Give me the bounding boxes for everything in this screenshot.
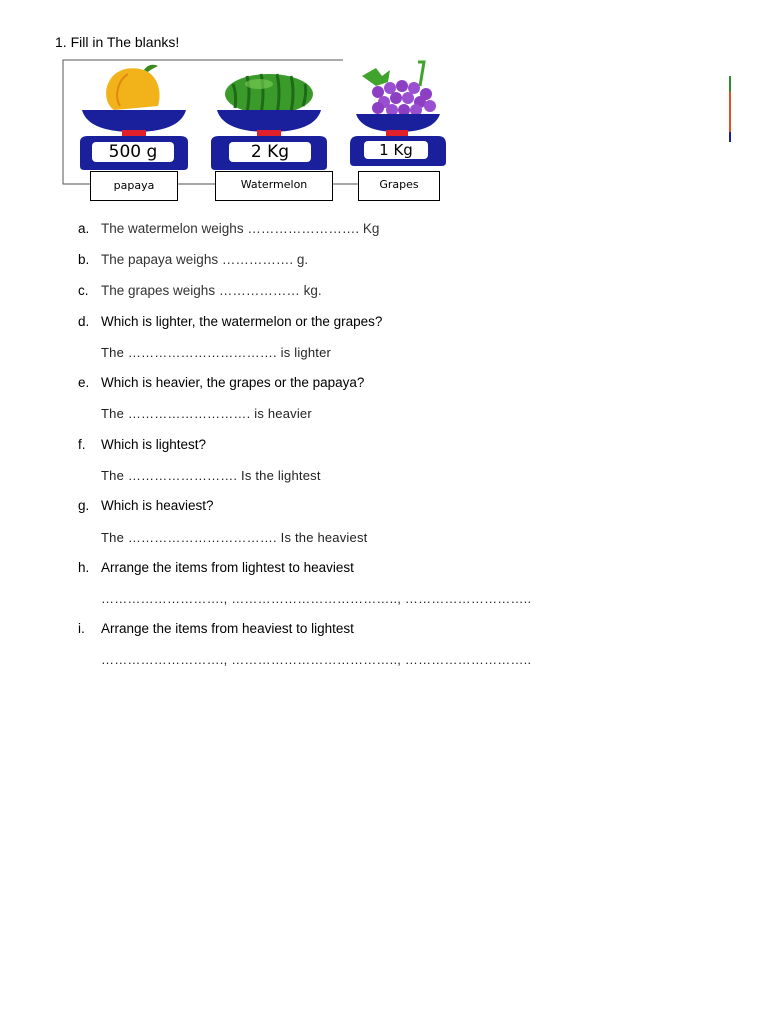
question-f: f. Which is lightest? bbox=[78, 437, 207, 452]
exercise-heading: 1. Fill in The blanks! bbox=[55, 34, 180, 50]
question-c-text: The grapes weighs ……………… kg. bbox=[101, 283, 322, 298]
scales-figure bbox=[62, 58, 452, 203]
question-g-text: Which is heaviest? bbox=[101, 498, 214, 513]
papaya-scale-reading: 500 g bbox=[92, 142, 174, 162]
cropped-image-edge-3 bbox=[729, 132, 731, 142]
papaya-icon bbox=[106, 65, 159, 110]
question-i: i. Arrange the items from heaviest to lightest bbox=[78, 621, 354, 636]
question-e: e. Which is heavier, the grapes or the papaya? bbox=[78, 375, 365, 390]
question-h-text: Arrange the items from lightest to heaviest bbox=[101, 560, 354, 575]
label-grapes: Grapes bbox=[358, 171, 440, 201]
answer-i-blank: ………………………., ……………………………….., ……………………….. bbox=[101, 652, 532, 667]
cropped-image-edge bbox=[729, 76, 731, 92]
answer-f-blank: The ……………………. Is the lightest bbox=[101, 468, 321, 483]
question-a-text: The watermelon weighs ……………………. Kg bbox=[101, 221, 380, 236]
scale-watermelon bbox=[209, 62, 329, 172]
question-d: d. Which is lighter, the watermelon or the grapes? bbox=[78, 314, 383, 329]
scale-papaya bbox=[74, 62, 194, 172]
answer-h-blank: ………………………., ……………………………….., ……………………….. bbox=[101, 591, 532, 606]
watermelon-icon bbox=[225, 74, 313, 114]
scale-grapes bbox=[348, 58, 448, 173]
grapes-icon bbox=[362, 62, 436, 116]
question-b: b. The papaya weighs ……………. g. bbox=[78, 252, 309, 267]
question-b-text: The papaya weighs ……………. g. bbox=[101, 252, 309, 267]
answer-d-blank: The ……………………………. is lighter bbox=[101, 345, 332, 360]
label-papaya: papaya bbox=[90, 171, 178, 201]
question-h: h. Arrange the items from lightest to heaviest bbox=[78, 560, 354, 575]
label-watermelon: Watermelon bbox=[215, 171, 333, 201]
question-c: c. The grapes weighs ……………… kg. bbox=[78, 283, 322, 298]
question-a: a. The watermelon weighs ……………………. Kg bbox=[78, 221, 380, 236]
question-e-text: Which is heavier, the grapes or the papaya? bbox=[101, 375, 365, 390]
grapes-scale-reading: 1 Kg bbox=[364, 141, 428, 159]
watermelon-scale-reading: 2 Kg bbox=[229, 142, 311, 162]
question-f-text: Which is lightest? bbox=[101, 437, 207, 452]
answer-e-blank: The ………………………. is heavier bbox=[101, 406, 312, 421]
question-g: g. Which is heaviest? bbox=[78, 498, 214, 513]
question-i-text: Arrange the items from heaviest to lightest bbox=[101, 621, 354, 636]
answer-g-blank: The ……………………………. Is the heaviest bbox=[101, 530, 368, 545]
question-d-text: Which is lighter, the watermelon or the grapes? bbox=[101, 314, 383, 329]
